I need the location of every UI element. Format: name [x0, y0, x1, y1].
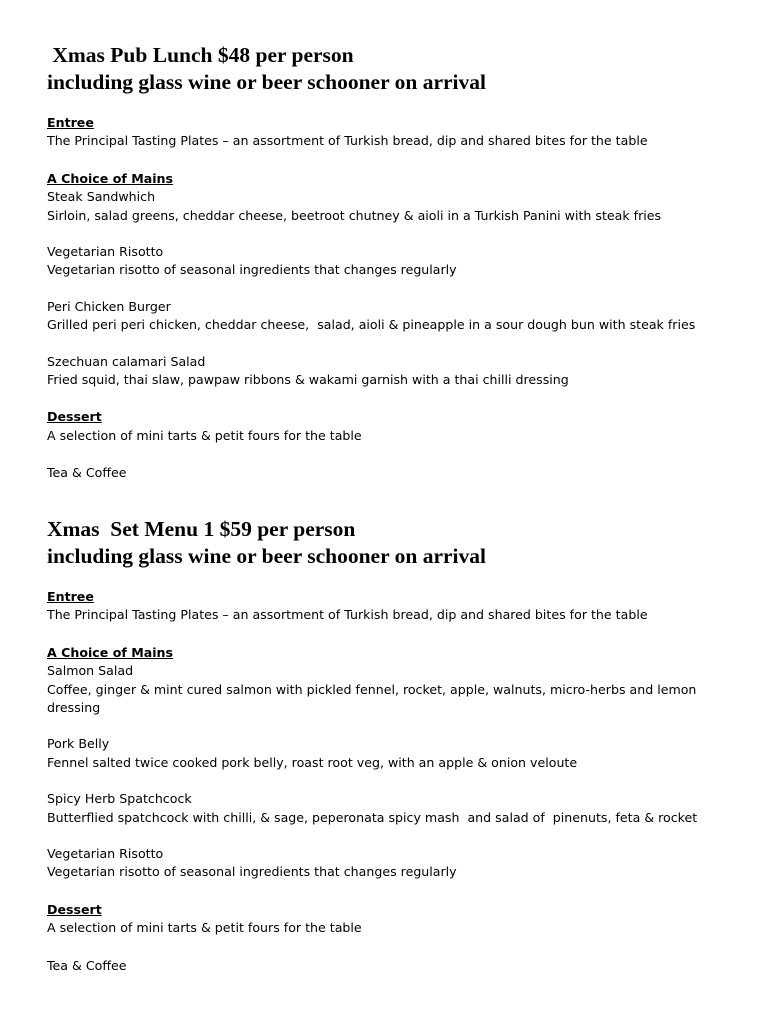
mains-section	[47, 644, 747, 882]
dessert-description: A selection of mini tarts & petit fours for the table	[47, 427, 362, 443]
dish-name: Steak Sandwhich	[47, 189, 156, 205]
dish-description: Butterflied spatchcock with chilli, & sage, peperonata spicy mash and salad of pinenuts, feta & rocket	[47, 809, 698, 825]
tea-coffee-section	[47, 957, 747, 975]
entree-heading: Entree	[47, 115, 94, 130]
main-dish	[47, 662, 747, 717]
dish-description: Sirloin, salad greens, cheddar cheese, beetroot chutney & aioli in a Turkish Panini with steak fries	[47, 207, 662, 223]
dish-description: Vegetarian risotto of seasonal ingredients that changes regularly	[47, 864, 457, 880]
dish-description: Grilled peri peri chicken, cheddar cheese, salad, aioli & pineapple in a sour dough bun with steak fries	[47, 317, 696, 333]
set-menu-1	[47, 516, 747, 975]
main-dish	[47, 298, 747, 335]
dessert-section	[47, 901, 747, 938]
dessert-heading: Dessert	[47, 901, 102, 917]
menu-title-price: Xmas Set Menu 1 $59 per person	[47, 517, 356, 541]
dessert-section	[47, 408, 747, 445]
dish-name: Peri Chicken Burger	[47, 298, 171, 314]
dish-name: Salmon Salad	[47, 663, 134, 679]
dish-description: Fennel salted twice cooked pork belly, roast root veg, with an apple & onion veloute	[47, 754, 578, 770]
entree-description: The Principal Tasting Plates – an assortment of Turkish bread, dip and shared bites for the table	[47, 133, 648, 149]
main-dish	[47, 353, 747, 390]
entree-section	[47, 588, 747, 625]
dish-name: Spicy Herb Spatchcock	[47, 791, 192, 807]
main-dish	[47, 845, 747, 882]
main-dish	[47, 243, 747, 280]
dish-description: Coffee, ginger & mint cured salmon with pickled fennel, rocket, apple, walnuts, micro-herbs and lemon dressing	[47, 681, 697, 716]
pub-lunch-menu	[47, 42, 747, 483]
entree-description: The Principal Tasting Plates – an assortment of Turkish bread, dip and shared bites for the table	[47, 607, 648, 623]
dish-name: Pork Belly	[47, 736, 110, 752]
dish-name: Szechuan calamari Salad	[47, 353, 206, 369]
dish-description: Fried squid, thai slaw, pawpaw ribbons & wakami garnish with a thai chilli dressing	[47, 372, 569, 388]
entree-heading: Entree	[47, 589, 94, 604]
menu-title	[47, 516, 747, 570]
mains-heading: A Choice of Mains	[47, 170, 174, 186]
main-dish	[47, 790, 747, 827]
menu-title	[47, 42, 747, 96]
menu-title-inclusion: including glass wine or beer schooner on arrival	[47, 70, 486, 94]
tea-coffee-section	[47, 464, 747, 482]
dish-description: Vegetarian risotto of seasonal ingredients that changes regularly	[47, 262, 457, 278]
dish-name: Vegetarian Risotto	[47, 244, 164, 260]
main-dish	[47, 188, 747, 225]
entree-section	[47, 114, 747, 151]
mains-section	[47, 170, 747, 390]
menu-title-inclusion: including glass wine or beer schooner on arrival	[47, 544, 486, 568]
dish-name: Vegetarian Risotto	[47, 846, 164, 862]
dessert-heading: Dessert	[47, 409, 102, 425]
tea-coffee-text: Tea & Coffee	[47, 465, 127, 481]
main-dish	[47, 735, 747, 772]
menu-title-price: Xmas Pub Lunch $48 per person	[47, 43, 354, 67]
mains-heading: A Choice of Mains	[47, 644, 174, 660]
dessert-description: A selection of mini tarts & petit fours for the table	[47, 920, 362, 936]
tea-coffee-text: Tea & Coffee	[47, 957, 127, 973]
